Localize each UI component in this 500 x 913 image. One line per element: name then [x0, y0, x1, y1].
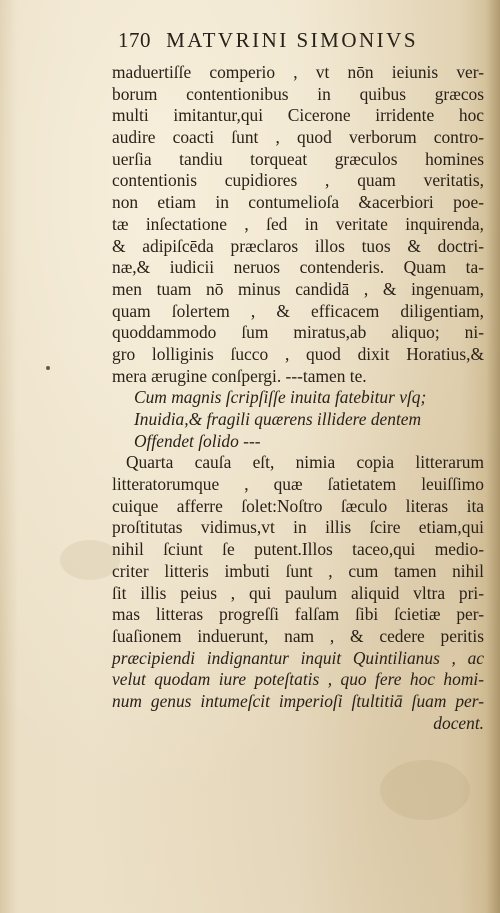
text-line: cuique afferre ſolet:Noſtro ſæculo literas ita [112, 495, 484, 516]
text-line: mera ærugine conſpergi. ---tamen te. [112, 365, 367, 386]
running-head: MATVRINI SIMONIVS [166, 28, 419, 52]
text-line: gro lolliginis ſucco , quod dixit Horatius,& [112, 343, 484, 364]
page-number: 170 [118, 28, 151, 52]
text-line: maduertiſſe comperio , vt nōn ieiunis ver- [112, 62, 484, 82]
paragraph-start-line: Quarta cauſa eſt, nimia copia litterarum [126, 452, 484, 473]
text-line: quoddammodo ſum miratus,ab aliquo; ni- [112, 322, 484, 343]
verse-line: Offendet ſolido --- [134, 430, 261, 451]
text-line: ſuaſionem induerunt, nam , & cedere peritis [112, 625, 484, 646]
catchword-line: docent. [433, 712, 484, 733]
text-line: borum contentionibus in quibus græcos [112, 83, 484, 104]
verse-line: Inuidia,& fragili quærens illidere dentem [134, 409, 422, 429]
paper-stain [380, 760, 470, 820]
text-line: audire coacti ſunt , quod verborum contro- [112, 127, 484, 148]
text-line: næ,& iudicii neruos contenderis. Quam ta- [112, 257, 484, 278]
page-edge-shadow [486, 0, 500, 913]
page-header [118, 28, 468, 54]
text-line: uerſia tandiu torqueat græculos homines [112, 148, 484, 169]
body-text [112, 62, 484, 734]
quotation-line: num genus intumeſcit imperioſi ſtultitiā ſuam per- [112, 690, 484, 711]
text-line: criter litteris imbuti ſunt , cum tamen nihil [112, 560, 484, 581]
text-line: & adipiſcēda præclaros illos tuos & doctri- [112, 235, 484, 256]
text-line: proſtitutas vidimus,vt in illis ſcire etiam,qui [112, 517, 484, 538]
text-line: quam ſolertem , & efficacem diligentiam, [112, 300, 484, 321]
quotation-line: præcipiendi indignantur inquit Quintilianus , ac [112, 647, 484, 668]
text-line: tæ inſectatione , ſed in veritate inquirenda, [112, 213, 484, 234]
text-line: ſit illis peius , qui paulum aliquid vltra pri- [112, 582, 484, 603]
margin-ink-mark [46, 366, 50, 370]
text-line: mas litteras progreſſi falſam ſibi ſcietiæ per- [112, 604, 484, 625]
text-line: contentionis cupidiores , quam veritatis, [112, 170, 484, 191]
text-line: litteratorumque , quæ ſatietatem leuiſſimo [112, 474, 484, 495]
text-line: nihil ſciunt ſe putent.Illos taceo,qui medio- [112, 539, 484, 560]
text-line: non etiam in contumelioſa &acerbiori poe- [112, 192, 484, 213]
text-line: men tuam nō minus candidā , & ingenuam, [112, 278, 484, 299]
quotation-line: velut quodam iure poteſtatis , quo fere hoc homi- [112, 669, 484, 690]
text-line: multi imitantur,qui Cicerone irridente hoc [112, 105, 484, 126]
paper-stain [60, 540, 120, 580]
verse-line: Cum magnis ſcripſiſſe inuita fatebitur vſq; [134, 387, 427, 408]
